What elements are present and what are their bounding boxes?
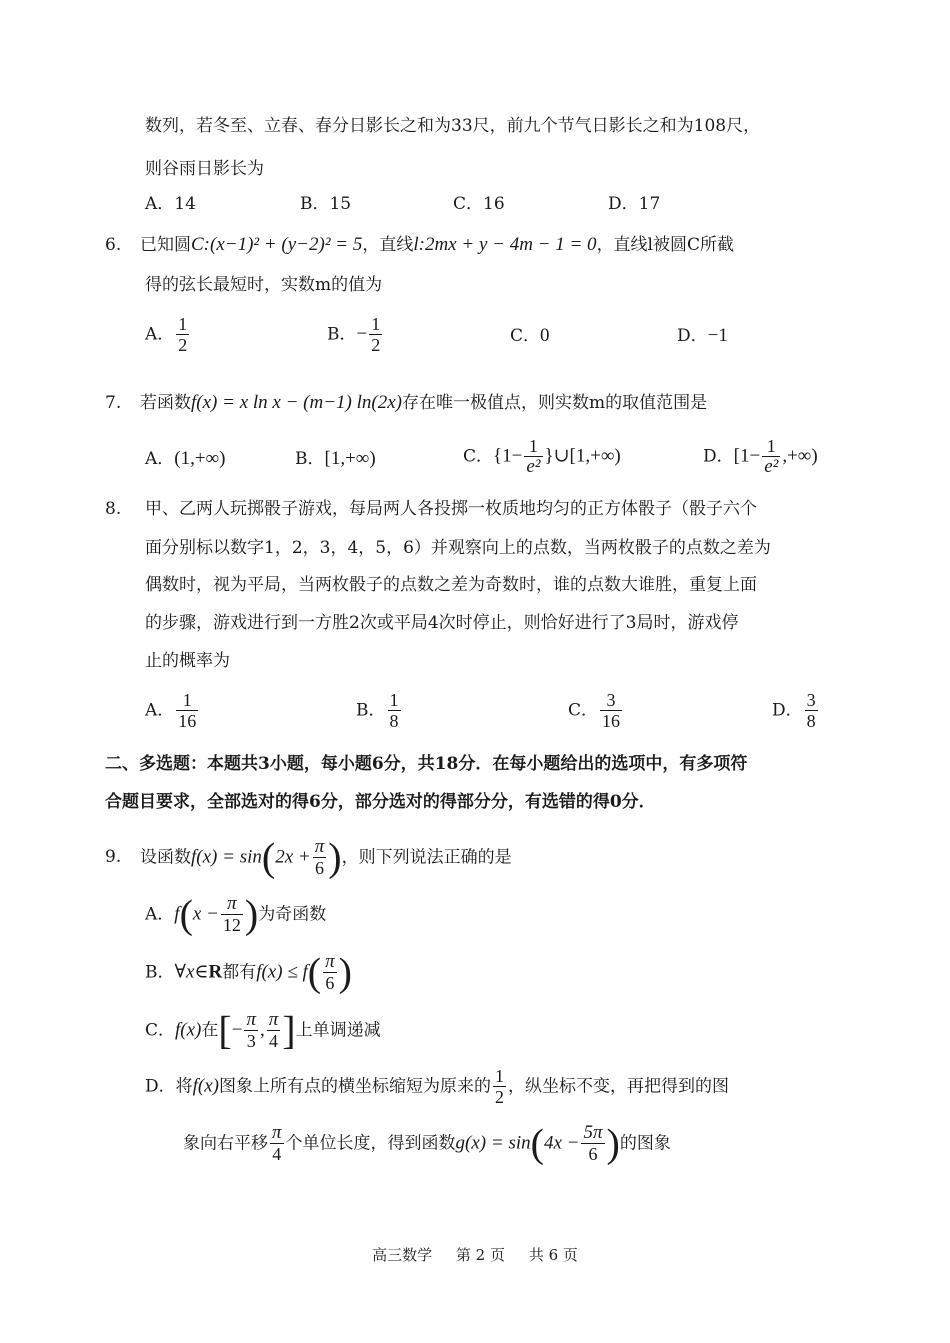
q9-d-mid: 图象上所有点的横坐标缩短为原来的 [219,1076,492,1097]
q8-line4: 的步骤，游戏进行到一方胜2次或平局4次时停止，则恰好进行了3局时，游戏停 [145,613,739,633]
q9-option-d-line2 [183,1119,671,1168]
q6-a-label: A． [145,324,175,345]
q6-line2: 得的弦长最短时，实数m的值为 [145,275,383,295]
q8-number: 8. [105,499,122,519]
q9-option-a [145,890,326,939]
q6-number: 6. [105,235,122,255]
q5-option-c: C．16 [453,194,505,214]
q9-d-fraction3 [581,1123,604,1164]
q8-a-label: A． [145,700,175,721]
q8-option-a [145,690,200,731]
q9-c-f: f(x) [175,1019,202,1041]
q7-post: 存在唯一极值点，则实数m的取值范围是 [401,393,708,413]
q5-option-b: B．15 [300,194,352,214]
q8-b-num: 1 [389,690,399,710]
q5-option-a: A．14 [145,194,196,214]
q8-c-num: 3 [606,690,616,710]
q6-option-a [145,314,191,355]
q9-d-label: D． [145,1076,176,1097]
q9-b-den: 6 [323,972,337,993]
q7-a-label: A． [145,449,175,469]
q9-a-rparen: ) [244,891,259,937]
q6-d-value: −1 [707,325,728,346]
q8-line3: 偶数时，视为平局，当两枚骰子的点数之差为奇数时，谁的点数大谁胜，重复上面 [145,575,757,595]
q9-b-label: B． [145,962,175,983]
q6-a-num: 1 [178,314,188,334]
q6-stem [140,233,734,257]
q9-rparen: ) [328,834,342,880]
section2-line1: 二、多选题：本题共3小题，每小题6分，共18分．在每小题给出的选项中，有多项符 [105,754,748,774]
q9-num: π [314,836,325,857]
q9-b-fraction [323,952,337,993]
q9-d-g: g(x) = sin [455,1132,531,1154]
q9-c-mid: 在 [201,1020,219,1041]
q6-option-c [510,324,550,348]
q9-b-lparen: ( [307,949,322,995]
q7-pre: 若函数 [140,393,191,413]
q8-option-b [356,690,403,731]
q9-d-rparen: ) [606,1120,620,1166]
q8-line1: 甲、乙两人玩掷骰子游戏，每局两人各投掷一枚质地均匀的正方体骰子（骰子六个 [145,499,757,519]
q9-d-f: f(x) [192,1075,220,1097]
q8-b-fraction [388,690,401,731]
q9-b-pre: ∀x∈ [174,961,209,983]
q7-stem [140,391,707,415]
q6-d-label: D． [677,326,708,346]
q9-c-lbracket: [ [218,1007,232,1053]
q9-c-den1: 3 [244,1030,258,1051]
q7-d-den: e² [764,456,779,477]
q9-option-b [145,948,352,997]
q9-c-num2: π [268,1009,279,1030]
q6-c-value: 0 [540,325,550,346]
q9-c-comma: , [259,1019,265,1041]
q9-d-den2: 4 [270,1143,284,1164]
q9-d-line2-pre: 象向右平移 [183,1133,268,1154]
q9-d-den1: 2 [495,1087,505,1107]
page-footer: 高三数学 第 2 页 共 6 页 [372,1246,578,1264]
q7-d-pre: [1− [733,445,761,467]
q9-stem [140,833,512,882]
q5-line1: 数列，若冬至、立春、春分日影长之和为33尺，前九个节气日影长之和为108尺， [145,116,761,136]
q8-c-fraction [600,690,622,731]
q6-b-label: B． [327,324,357,345]
q9-a-fraction [221,894,243,935]
q7-a-value: (1,+∞) [174,448,226,469]
q7-b-label: B． [295,449,325,469]
q7-d-post: ,+∞) [782,445,818,467]
q7-c-pre: {1− [493,445,523,467]
q6-b-num: 1 [371,314,381,334]
q9-d-num3: 5π [583,1122,603,1143]
q6-post: ，直线l被圆C所截 [596,235,735,255]
q9-a-post: 为奇函数 [258,904,327,925]
q9-d-den3: 6 [581,1143,604,1164]
q9-c-fraction2 [267,1010,281,1051]
q9-c-rbracket: ] [282,1007,296,1053]
q9-c-minus: − [231,1019,243,1041]
q9-lparen: ( [261,834,276,880]
q6-a-den: 2 [178,335,188,355]
q9-post: ，则下列说法正确的是 [341,847,512,868]
q9-den: 6 [313,857,327,878]
q9-a-lparen: ( [179,891,193,937]
q9-option-c [145,1006,381,1055]
q8-a-den: 16 [178,711,197,731]
q9-b-f: f(x) ≤ f [256,961,308,983]
q9-d-line2-mid: 个单位长度，得到函数 [285,1133,456,1154]
q8-b-label: B． [356,700,386,721]
q6-mid: ，直线 [362,235,414,255]
q9-fraction [313,837,327,878]
q7-option-a [145,447,225,471]
q9-a-f: f [174,903,180,925]
q6-b-fraction [369,314,382,355]
q8-b-den: 8 [389,711,399,731]
q8-a-fraction [176,690,198,731]
q8-d-den: 8 [806,711,816,731]
q7-option-b [295,447,376,471]
q8-d-fraction [805,690,818,731]
q7-c-label: C． [463,446,494,467]
section2-line2: 合题目要求，全部选对的得6分，部分选对的得部分分，有选错的得0分． [105,792,656,812]
q9-a-arg: x − [192,903,219,925]
q9-a-num: π [227,893,237,914]
q9-d-lparen: ( [530,1120,544,1166]
q9-b-reals: R [208,961,223,983]
q6-b-den: 2 [371,335,381,355]
q9-c-post: 上单调递减 [295,1020,381,1041]
q9-b-rparen: ) [338,949,352,995]
q9-d-line2-post: 的图象 [619,1133,671,1154]
q9-d-post: ，纵坐标不变，再把得到的图 [508,1076,730,1097]
q9-a-label: A． [145,904,175,925]
q7-func: f(x) = x ln x − (m−1) ln(2x) [191,392,402,413]
q7-d-fraction [762,436,780,477]
q7-c-num: 1 [528,436,538,456]
q7-option-d [703,436,818,477]
q7-d-label: D． [703,446,734,467]
q8-option-d [772,690,820,731]
q9-c-label: C． [145,1020,176,1041]
q8-c-label: C． [568,700,599,721]
q7-c-den: e² [526,456,541,477]
q8-d-label: D． [772,700,803,721]
q8-a-num: 1 [182,690,192,710]
q9-d-num1: 1 [495,1066,505,1086]
q6-option-d [677,324,728,348]
q7-c-fraction [524,436,542,477]
q5-line2: 则谷雨日影长为 [145,159,264,179]
q8-line5: 止的概率为 [145,651,230,671]
q9-d-garg: 4x − [543,1132,580,1154]
q9-d-fraction2 [270,1123,284,1164]
q6-circle-eq: C:(x−1)² + (y−2)² = 5 [191,234,363,255]
q6-pre: 已知圆 [140,235,191,255]
q6-c-label: C． [510,326,541,346]
q9-d-fraction1 [493,1066,506,1107]
q6-line-eq: l:2mx + y − 4m − 1 = 0 [413,234,597,255]
q9-c-den2: 4 [267,1030,281,1051]
q8-option-c [568,690,624,731]
q8-c-den: 16 [602,711,621,731]
q9-c-num1: π [246,1009,256,1030]
q7-c-post: }∪[1,+∞) [544,445,621,467]
q9-number: 9. [105,847,122,867]
q8-line2: 面分别标以数字1，2，3，4，5，6）并观察向上的点数，当两枚骰子的点数之差为 [145,538,771,558]
q6-option-b [327,314,384,355]
q9-b-num: π [325,951,335,972]
q9-option-d [145,1062,729,1111]
q9-d-pre: 将 [175,1076,193,1097]
q6-b-sign: − [356,323,368,345]
q7-number: 7. [105,393,122,413]
q7-d-num: 1 [766,436,776,456]
q9-arg: 2x + [275,846,311,868]
q9-c-fraction1 [244,1010,258,1051]
q9-func: f(x) = sin [191,846,262,868]
q9-a-den: 12 [222,915,241,935]
q6-a-fraction [176,314,189,355]
q9-b-mid: 都有 [222,962,257,983]
q5-option-d: D．17 [608,194,661,214]
q7-b-value: [1,+∞) [324,448,376,469]
q9-d-num2: π [272,1122,282,1143]
q8-d-num: 3 [806,690,816,710]
q9-pre: 设函数 [140,847,191,868]
q7-option-c [463,436,621,477]
